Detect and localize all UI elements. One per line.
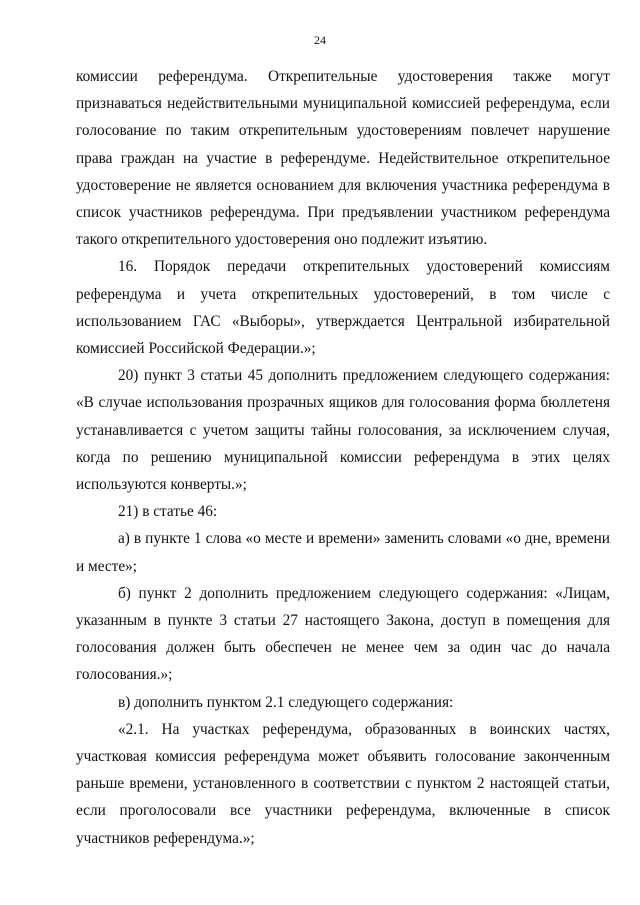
paragraph-item-16: 16. Порядок передачи открепительных удостоверений комиссиям референдума и учета открепительных удостоверений, в том числе с использованием ГАС «Выборы», утверждается Центральной избирательной комиссией Российской Федерации.»; [76, 258, 610, 358]
paragraph-item-21: 21) в статье 46: [118, 503, 218, 521]
paragraph-subitem-b: б) пункт 2 дополнить предложением следующего содержания: «Лицам, указанным в пункте 3 статьи 27 настоящего Закона, доступ в помещения для голосования должен быть обеспечен не менее чем за один час до начала голосования.»; [76, 584, 610, 684]
paragraph-subitem-v: в) дополнить пунктом 2.1 следующего содержания: [118, 693, 454, 711]
paragraph-continuation: комиссии референдума. Открепительные удостоверения также могут признаваться недействительными муниципальной комиссией референдума, если голосование по таким открепительным удостоверениям повлечет нарушение права граждан на участие в референдуме. Недействительное открепительное удостоверение не является основанием для включения участника референдума в список участников референдума. При предъявлении участником референдума такого открепительного удостоверения оно подлежит изъятию. [76, 68, 610, 249]
page-number: 24 [314, 33, 326, 47]
paragraph-quoted-2-1: «2.1. На участках референдума, образованных в воинских частях, участковая комиссия референдума может объявить голосование законченным раньше времени, установленного в соответствии с пунктом 2 настоящей статьи, если проголосовали все участники референдума, включенные в список участников референдума.»; [76, 720, 610, 847]
document-body [76, 63, 610, 852]
paragraph-item-20: 20) пункт 3 статьи 45 дополнить предложением следующего содержания: «В случае использования прозрачных ящиков для голосования форма бюллетеня устанавливается с учетом защиты тайны голосования, за исключением случая, когда по решению муниципальной комиссии референдума в этих целях используются конверты.»; [76, 367, 610, 494]
paragraph-subitem-a: а) в пункте 1 слова «о месте и времени» заменить словами «о дне, времени и месте»; [76, 530, 610, 575]
